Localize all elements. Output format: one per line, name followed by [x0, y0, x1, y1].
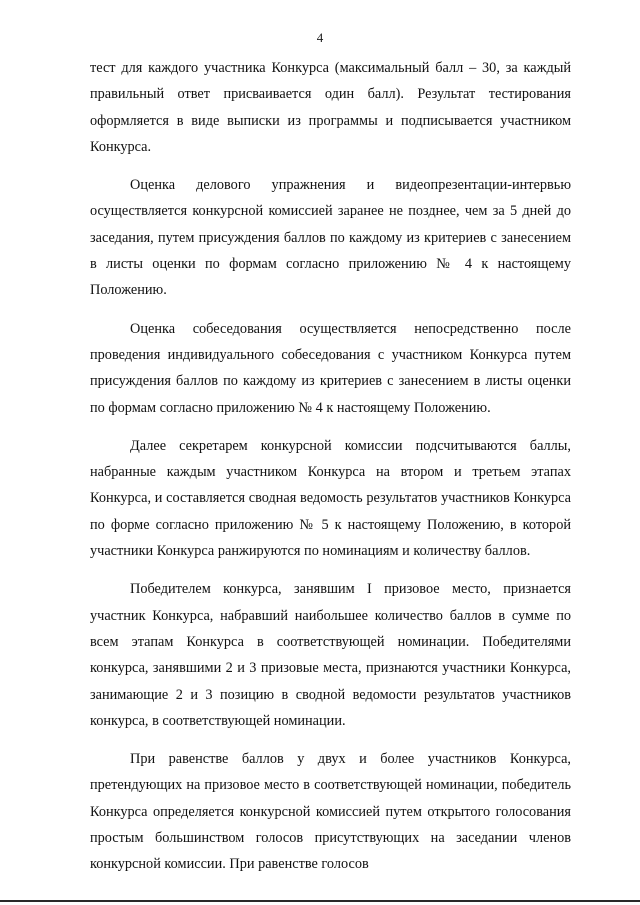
- paragraph-summary-sheet: Далее секретарем конкурсной комиссии подсчитываются баллы, набранные каждым участником Конкурса на втором и третьем этапах Конкурса, и составляется сводная ведомость результатов участников Конкурса по форме согласно приложению № 5 к настоящему Положению, в которой участники Конкурса ранжируются по номинациям и количеству баллов.: [90, 437, 571, 560]
- paragraph-test-result: тест для каждого участника Конкурса (максимальный балл – 30, за каждый правильный ответ присваивается один балл). Результат тестирования оформляется в виде выписки из программы и подписывается участником Конкурса.: [90, 60, 571, 155]
- paragraph-tie-resolution: При равенстве баллов у двух и более участников Конкурса, претендующих на призовое место в соответствующей номинации, победитель Конкурса определяется конкурсной комиссией путем открытого голосования простым большинством голосов присутствующих на заседании членов конкурсной комиссии. При равенстве голосов: [90, 751, 571, 873]
- paragraph-business-exercise-evaluation: Оценка делового упражнения и видеопрезентации-интервью осуществляется конкурсной комиссией заранее не позднее, чем за 5 дней до заседания, путем присуждения баллов по каждому из критериев с занесением в листы оценки по формам согласно приложению № 4 к настоящему Положению.: [90, 177, 571, 299]
- page-number: 4: [316, 30, 324, 45]
- paragraph-winner-definition: Победителем конкурса, занявшим I призовое место, признается участник Конкурса, набравший наибольшее количество баллов в сумме по всем этапам Конкурса в соответствующей номинации. Победителями конкурса, занявшими 2 и 3 призовые места, признаются участники Конкурса, занимающие 2 и 3 позицию в сводной ведомости результатов участников конкурса, в соответствующей номинации.: [90, 581, 571, 729]
- document-body: [90, 55, 571, 890]
- page-bottom-border: [0, 900, 640, 902]
- paragraph-interview-evaluation: Оценка собеседования осуществляется непосредственно после проведения индивидуального собеседования с участником Конкурса путем присуждения баллов по каждому из критериев с занесением в листы оценки по формам согласно приложению № 4 к настоящему Положению.: [90, 320, 571, 416]
